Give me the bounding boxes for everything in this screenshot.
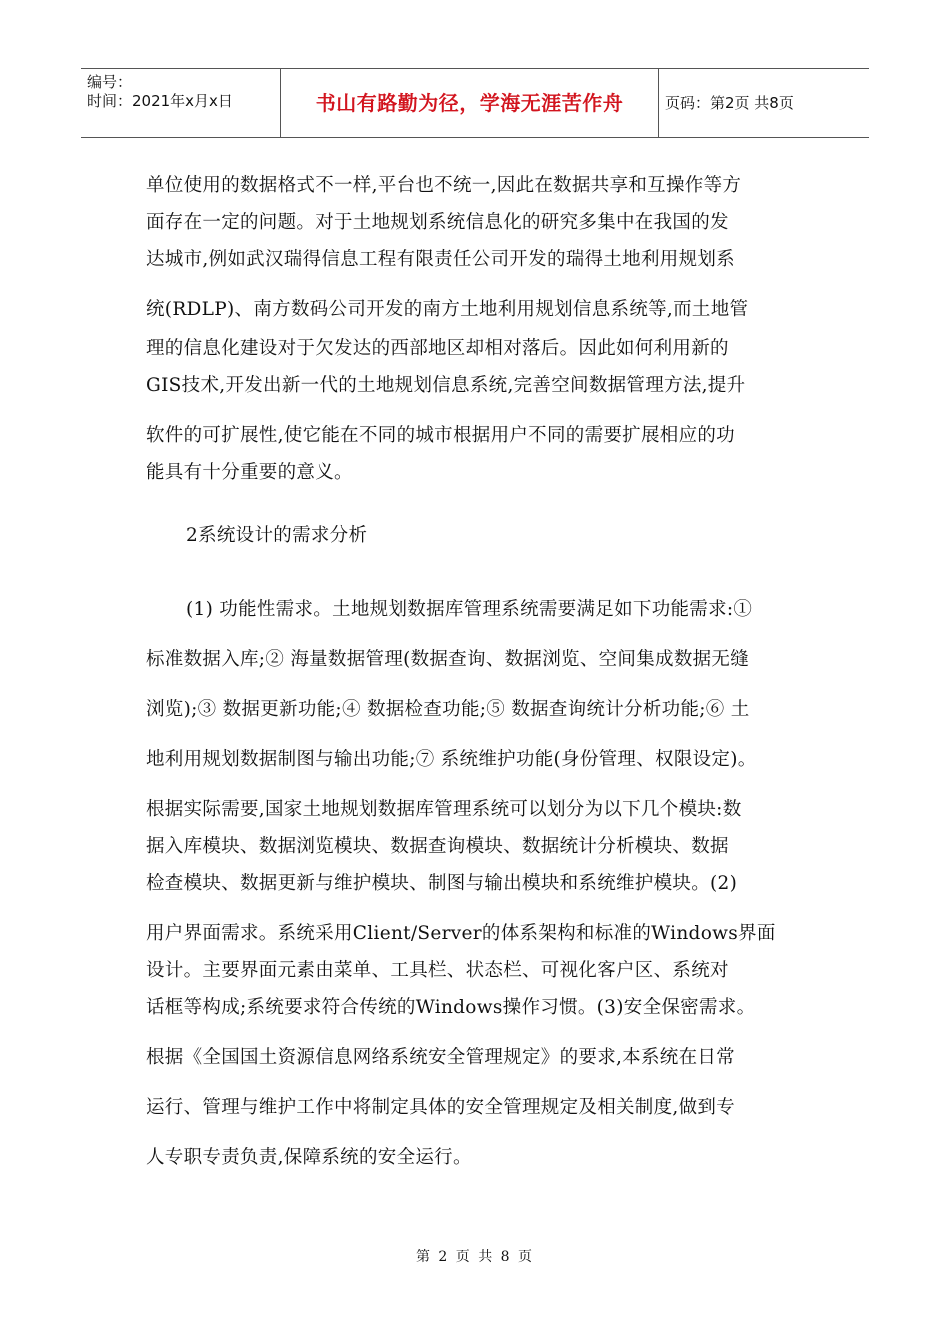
- text-line: 话框等构成;系统要求符合传统的Windows操作习惯。(3)安全保密需求。: [146, 997, 756, 1018]
- text-line: 面存在一定的问题。对于土地规划系统信息化的研究多集中在我国的发: [146, 212, 729, 233]
- time-label: 时间：2021年x月x日: [87, 92, 233, 110]
- text-line: 达城市,例如武汉瑞得信息工程有限责任公司开发的瑞得土地利用规划系: [146, 249, 735, 270]
- text-line: 用户界面需求。系统采用Client/Server的体系架构和标准的Windows界面: [146, 923, 776, 944]
- text-line: 标准数据入库;② 海量数据管理(数据查询、数据浏览、空间集成数据无缝: [146, 649, 750, 670]
- text-line: GIS技术,开发出新一代的土地规划信息系统,完善空间数据管理方法,提升: [146, 375, 746, 396]
- text-line: (1) 功能性需求。土地规划数据库管理系统需要满足如下功能需求:①: [186, 599, 753, 620]
- text-line: 根据《全国国土资源信息网络系统安全管理规定》的要求,本系统在日常: [146, 1047, 735, 1068]
- page-footer: 第 2 页 共 8 页: [415, 1249, 535, 1265]
- text-line: 根据实际需要,国家土地规划数据库管理系统可以划分为以下几个模块:数: [146, 799, 742, 820]
- text-line: 运行、管理与维护工作中将制定具体的安全管理规定及相关制度,做到专: [146, 1097, 735, 1118]
- header-page-info: 页码：第2页 共8页: [665, 94, 794, 112]
- text-line: 浏览);③ 数据更新功能;④ 数据检查功能;⑤ 数据查询统计分析功能;⑥ 土: [146, 699, 750, 720]
- text-line: 地利用规划数据制图与输出功能;⑦ 系统维护功能(身份管理、权限设定)。: [146, 749, 757, 770]
- header-meta: [81, 69, 281, 137]
- text-line: 软件的可扩展性,使它能在不同的城市根据用户不同的需要扩展相应的功: [146, 425, 735, 446]
- text-line: 检查模块、数据更新与维护模块、制图与输出模块和系统维护模块。(2): [146, 873, 738, 894]
- text-line: 统(RDLP)、南方数码公司开发的南方土地利用规划信息系统等,而土地管: [146, 299, 749, 320]
- text-line: 单位使用的数据格式不一样,平台也不统一,因此在数据共享和互操作等方: [146, 175, 742, 196]
- text-line: 据入库模块、数据浏览模块、数据查询模块、数据统计分析模块、数据: [146, 836, 729, 857]
- section-heading: 2系统设计的需求分析: [186, 525, 368, 546]
- text-line: 人专职专责负责,保障系统的安全运行。: [146, 1147, 472, 1168]
- text-line: 能具有十分重要的意义。: [146, 462, 353, 483]
- text-line: 理的信息化建设对于欠发达的西部地区却相对落后。因此如何利用新的: [146, 338, 729, 359]
- page-header: [81, 68, 869, 138]
- text-line: 设计。主要界面元素由菜单、工具栏、状态栏、可视化客户区、系统对: [146, 960, 729, 981]
- header-motto: 书山有路勤为径，学海无涯苦作舟: [281, 69, 659, 137]
- code-label: 编号：: [87, 73, 133, 91]
